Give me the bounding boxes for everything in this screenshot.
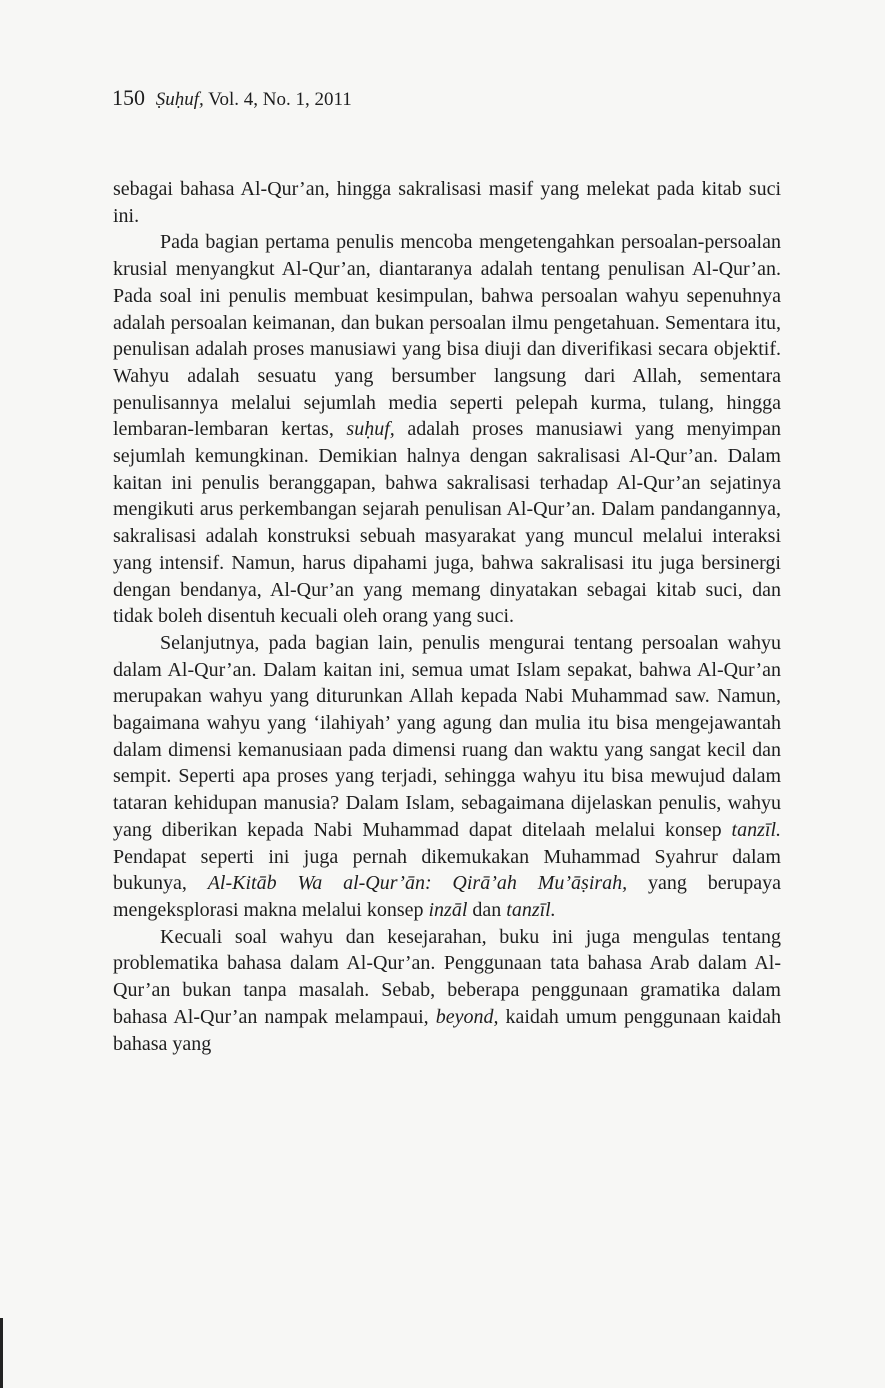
paragraph-1 [113, 176, 781, 229]
journal-issue: Vol. 4, No. 1, 2011 [208, 89, 352, 110]
text-segment: sebagai bahasa Al-Qur’an, hingga sakralisasi masif yang melekat pada kitab suci ini. [113, 178, 781, 227]
italic-term: inzāl [428, 898, 468, 921]
italic-term: tanzīl. [731, 818, 781, 841]
running-header [112, 86, 352, 112]
text-segment: Pendapat seperti ini juga pernah dikemukakan Muhammad Syahrur dalam bukunya, [113, 845, 781, 895]
text-segment: dan [467, 898, 507, 921]
italic-term: tanzīl. [506, 898, 556, 921]
italic-term: beyond, [435, 1005, 499, 1028]
text-segment: Pada bagian pertama penulis mencoba mengetengahkan persoalan-persoalan krusial menyangkut Al-Qur’an, diantaranya adalah tentang penulisan Al-Qur’an. Pada soal ini penulis membuat kesimpulan, bahwa persoalan wahyu sepenuhnya adalah persoalan keimanan, dan bukan persoalan ilmu pengetahuan. Sementara itu, penulisan adalah proses manusiawi yang bisa diuji dan diverifikasi secara objektif. Wahyu adalah sesuatu yang bersumber langsung dari Allah, sementara penulisannya melalui sejumlah media seperti pelepah kurma, tulang, hingga lembaran-lembaran kertas, [113, 231, 781, 441]
italic-term: suḥuf, [346, 418, 395, 441]
text-segment: Selanjutnya, pada bagian lain, penulis mengurai tentang persoalan wahyu dalam Al-Qur’an. Dalam kaitan ini, semua umat Islam sepakat, bahwa Al-Qur’an merupakan wahyu yang diturunkan Allah kepada Nabi Muhammad saw. Namun, bagaimana wahyu yang ‘ilahiyah’ yang agung dan mulia itu bisa mengejawantah dalam dimensi kemanusiaan pada dimensi ruang dan waktu yang sangat kecil dan sempit. Seperti apa proses yang terjadi, sehingga wahyu itu bisa mewujud dalam tataran kehidupan manusia? Dalam Islam, sebagaimana dijelaskan penulis, wahyu yang diberikan kepada Nabi Muhammad dapat ditelaah melalui konsep [113, 631, 781, 841]
text-segment: yang berupaya mengeksplorasi makna melalui konsep [113, 872, 781, 921]
paragraph-3 [113, 630, 781, 924]
journal-name: Ṣuḥuf, [155, 89, 204, 110]
text-segment: adalah proses manusiawi yang menyimpan sejumlah kemungkinan. Demikian halnya dengan sakralisasi Al-Qur’an. Dalam kaitan ini penulis beranggapan, bahwa sakralisasi terhadap Al-Qur’an sejatinya mengikuti arus perkembangan sejarah penulisan Al-Qur’an. Dalam pandangannya, sakralisasi adalah konstruksi sebuah masyarakat yang muncul melalui interaksi yang intensif. Namun, harus dipahami juga, bahwa sakralisasi itu juga bersinergi dengan bendanya, Al-Qur’an yang memang dinyatakan sebagai kitab suci, dan tidak boleh disentuh kecuali oleh orang yang suci. [113, 418, 781, 628]
text-segment: kaidah umum penggunaan kaidah bahasa yang [113, 1005, 781, 1055]
book-title: Al-Kitāb Wa al-Qur’ān: Qirā’ah Mu’āṣirah, [207, 872, 628, 895]
text-segment: Kecuali soal wahyu dan kesejarahan, buku ini juga mengulas tentang problematika bahasa dalam Al-Qur’an. Penggunaan tata bahasa Arab dalam Al-Qur’an bukan tanpa masalah. Sebab, beberapa penggunaan gramatika dalam bahasa Al-Qur’an nampak melampaui, [113, 925, 781, 1028]
paragraph-4 [113, 924, 781, 1058]
page-number: 150 [112, 85, 145, 110]
scan-edge-mark [0, 1318, 3, 1388]
body-text [113, 176, 781, 1057]
paragraph-2 [113, 229, 781, 630]
